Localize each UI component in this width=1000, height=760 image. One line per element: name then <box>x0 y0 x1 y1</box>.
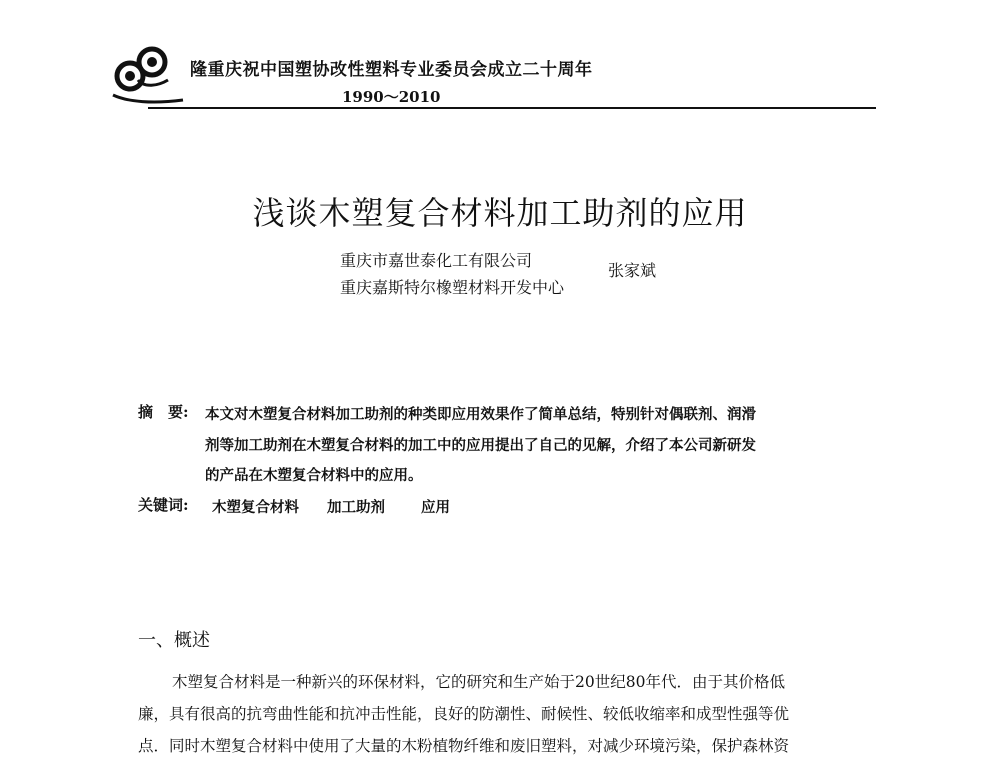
abstract-line: 本文对木塑复合材料加工助剂的种类即应用效果作了简单总结，特别针对偶联剂、润滑 <box>205 406 756 423</box>
abstract-line: 剂等加工助剂在木塑复合材料的加工中的应用提出了自己的见解，介绍了本公司新研发 <box>205 437 756 454</box>
keywords-label: 关键词: <box>138 496 189 514</box>
header-title: 隆重庆祝中国塑协改性塑料专业委员会成立二十周年 <box>190 60 593 80</box>
body-text-line: 木塑复合材料是一种新兴的环保材料，它的研究和生产始于20世纪80年代．由于其价格低 <box>172 673 785 691</box>
author-name: 张家斌 <box>608 261 657 280</box>
abstract-line: 的产品在木塑复合材料中的应用。 <box>205 467 423 484</box>
header-years: 1990～2010 <box>342 88 441 106</box>
paper-title: 浅谈木塑复合材料加工助剂的应用 <box>252 194 748 232</box>
anniversary-logo-icon <box>108 40 188 110</box>
affiliation-1: 重庆市嘉世泰化工有限公司 <box>340 251 533 270</box>
body-text-line: 廉，具有很高的抗弯曲性能和抗冲击性能，良好的防潮性、耐候性、较低收缩率和成型性强等优 <box>138 705 790 723</box>
affiliation-2: 重庆嘉斯特尔橡塑材料开发中心 <box>340 278 565 297</box>
body-text-line: 点．同时木塑复合材料中使用了大量的木粉植物纤维和废旧塑料，对减少环境污染，保护森林资 <box>138 737 790 755</box>
keyword: 加工助剂 <box>327 499 385 516</box>
abstract-label: 摘 要: <box>138 403 189 421</box>
header-divider <box>148 107 876 109</box>
keyword: 木塑复合材料 <box>212 499 299 516</box>
keyword: 应用 <box>421 499 450 516</box>
section-heading: 一、概述 <box>138 630 210 651</box>
